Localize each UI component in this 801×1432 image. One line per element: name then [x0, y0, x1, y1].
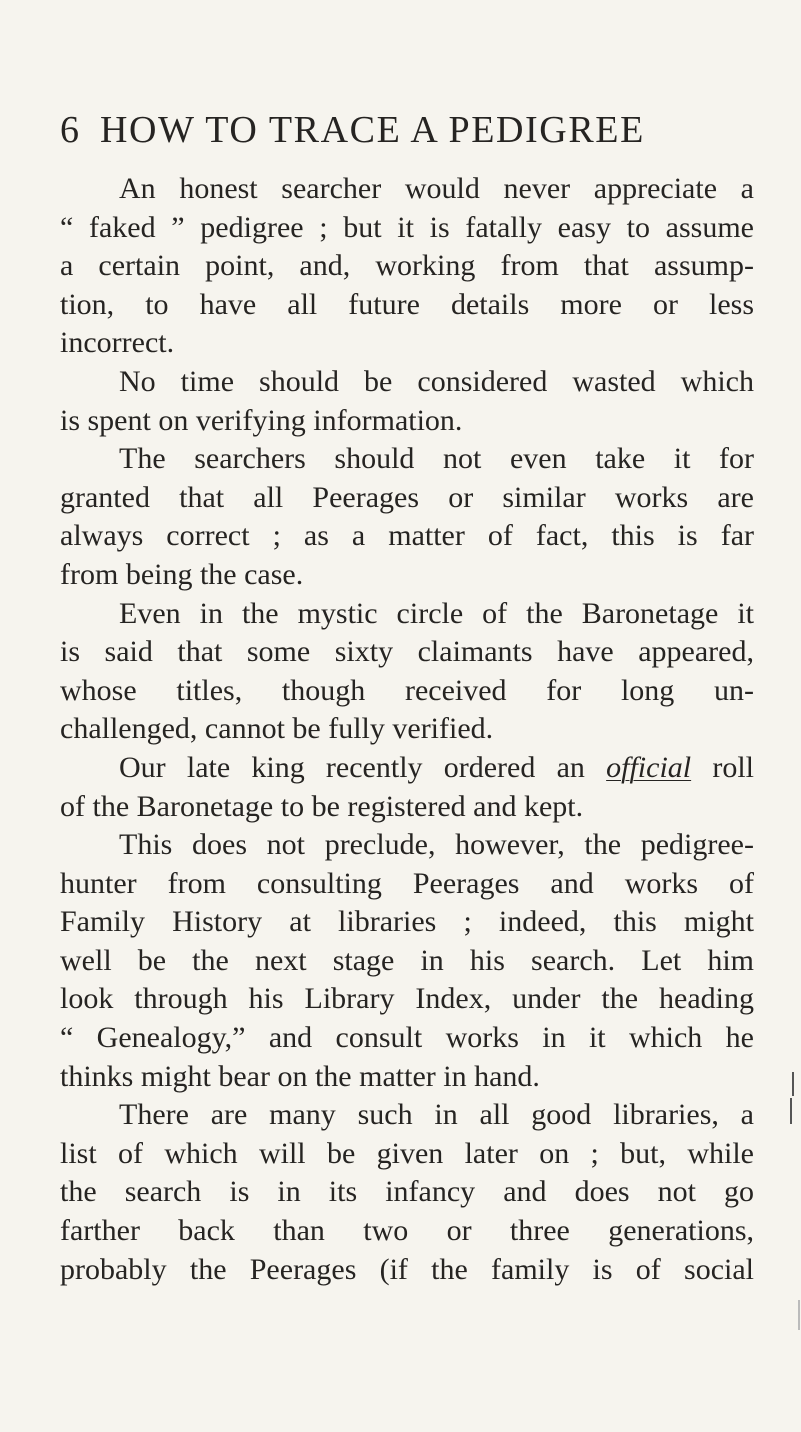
text-line: is said that some sixty claimants have appeared, — [60, 635, 754, 669]
running-header — [60, 108, 760, 152]
paragraph — [60, 363, 754, 440]
text-line: There are many such in all good libraries, a — [119, 1098, 754, 1132]
text-line: hunter from consulting Peerages and works of — [60, 866, 754, 900]
body-text — [60, 170, 754, 1289]
text-line: list of which will be given later on ; but, while — [60, 1136, 754, 1170]
text-fragment: roll — [691, 750, 754, 784]
paragraph — [60, 1096, 754, 1289]
text-line: “ Genealogy,” and consult works in it which he — [60, 1021, 754, 1055]
text-line: look through his Library Index, under the heading — [60, 982, 754, 1016]
text-line: incorrect. — [60, 326, 175, 360]
text-line: whose titles, though received for long un- — [60, 673, 754, 707]
text-line: challenged, cannot be fully verified. — [60, 712, 494, 746]
text-line: always correct ; as a matter of fact, this is far — [60, 519, 754, 553]
paragraph — [60, 826, 754, 1096]
text-line: the search is in its infancy and does not go — [60, 1175, 754, 1209]
text-line: thinks might bear on the matter in hand. — [60, 1059, 540, 1093]
text-line: Even in the mystic circle of the Baronetage it — [119, 596, 754, 630]
text-line: well be the next stage in his search. Let him — [60, 943, 754, 977]
text-line: of the Baronetage to be registered and kept. — [60, 789, 584, 823]
text-line: The searchers should not even take it for — [119, 442, 754, 476]
emphasized-word: official — [606, 750, 692, 784]
text-line: Family History at libraries ; indeed, this might — [60, 905, 754, 939]
text-line: is spent on verifying information. — [60, 403, 463, 437]
text-line: from being the case. — [60, 557, 304, 591]
text-fragment: Our late king recently ordered an — [119, 750, 607, 784]
text-line: a certain point, and, working from that assump- — [60, 249, 754, 283]
text-line — [60, 749, 754, 788]
page-number: 6 — [60, 109, 81, 151]
paragraph — [60, 595, 754, 749]
running-title: HOW TO TRACE A PEDIGREE — [100, 109, 645, 151]
paragraph — [60, 440, 754, 594]
text-line: probably the Peerages (if the family is of social — [60, 1252, 754, 1286]
text-line: tion, to have all future details more or less — [60, 287, 754, 321]
text-line: “ faked ” pedigree ; but it is fatally easy to assume — [60, 210, 754, 244]
scan-mark — [790, 1098, 792, 1124]
text-line: farther back than two or three generations, — [60, 1214, 754, 1248]
scan-mark — [792, 1072, 794, 1096]
paragraph — [60, 749, 754, 826]
text-line: No time should be considered wasted which — [119, 364, 754, 398]
paragraph — [60, 170, 754, 363]
text-line: An honest searcher would never appreciate a — [119, 172, 754, 205]
text-line: granted that all Peerages or similar works are — [60, 480, 754, 514]
text-line: This does not preclude, however, the pedigree- — [119, 828, 754, 862]
scan-mark — [798, 1300, 800, 1330]
